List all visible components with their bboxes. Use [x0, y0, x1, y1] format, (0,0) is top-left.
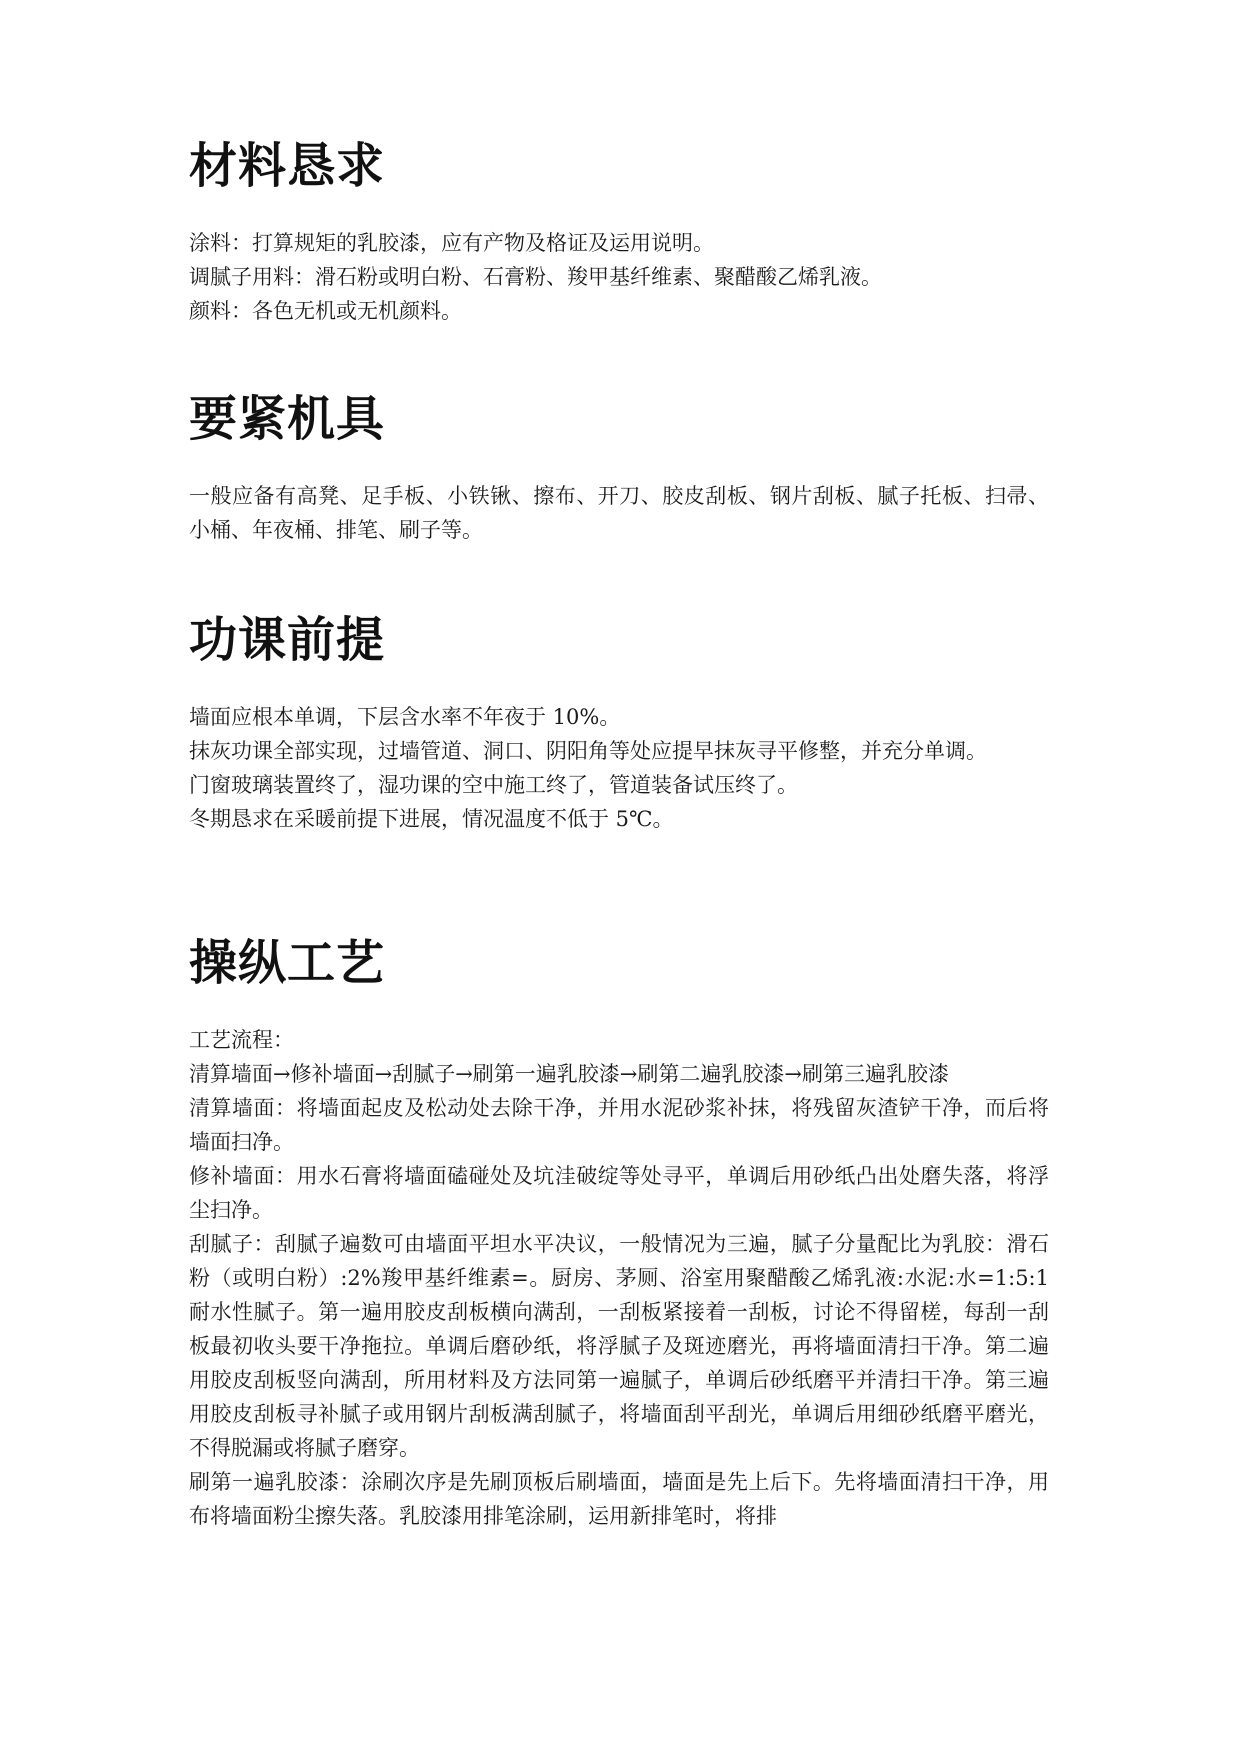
section-materials: [189, 138, 1049, 328]
section-tools: [189, 391, 1049, 547]
section-heading: 功课前提: [189, 612, 386, 668]
paragraph: 修补墙面：用水石膏将墙面磕碰处及坑洼破绽等处寻平，单调后用砂纸凸出处磨失落，将浮尘扫净。: [189, 1164, 1049, 1222]
paragraph: 门窗玻璃装置终了，湿功课的空中施工终了，管道装备试压终了。: [189, 773, 798, 797]
paragraph: 刷第一遍乳胶漆：涂刷次序是先刷顶板后刷墙面，墙面是先上后下。先将墙面清扫干净，用布将墙面粉尘擦失落。乳胶漆用排笔涂刷，运用新排笔时，将排: [189, 1470, 1049, 1528]
section-body: [189, 1023, 1049, 1533]
section-heading: 材料恳求: [189, 138, 386, 194]
paragraph: 刮腻子：刮腻子遍数可由墙面平坦水平决议，一般情况为三遍，腻子分量配比为乳胶：滑石粉（或明白粉）:2%羧甲基纤维素=。厨房、茅厕、浴室用聚醋酸乙烯乳液:水泥:水=1:5:1 耐水性腻子。第一遍用胶皮刮板横向满刮，一刮板紧接着一刮板，讨论不得留槎，每刮一刮板最初收头要干净拖拉。单调后磨砂纸，将浮腻子及斑迹磨光，再将墙面清扫干净。第二遍用胶皮刮板竖向满刮，所用材料及方法同第一遍腻子，单调后砂纸磨平并清扫干净。第三遍用胶皮刮板寻补腻子或用钢片刮板满刮腻子，将墙面刮平刮光，单调后用细砂纸磨平磨光，不得脱漏或将腻子磨穿。: [189, 1232, 1049, 1460]
paragraph: 一般应备有高凳、足手板、小铁锹、擦布、开刀、胶皮刮板、钢片刮板、腻子托板、扫帚、小桶、年夜桶、排笔、刷子等。: [189, 484, 1049, 542]
paragraph: 清算墙面：将墙面起皮及松动处去除干净，并用水泥砂浆补抹，将残留灰渣铲干净，而后将墙面扫净。: [189, 1096, 1049, 1154]
section-process: [189, 935, 1049, 1533]
section-heading: 操纵工艺: [189, 935, 386, 991]
paragraph: 调腻子用料：滑石粉或明白粉、石膏粉、羧甲基纤维素、聚醋酸乙烯乳液。: [189, 265, 882, 289]
section-prerequisites: [189, 612, 1049, 836]
paragraph: 抹灰功课全部实现，过墙管道、洞口、阴阳角等处应提早抹灰寻平修整，并充分单调。: [189, 739, 987, 763]
section-heading: 要紧机具: [189, 391, 386, 447]
paragraph: 清算墙面→修补墙面→刮腻子→刷第一遍乳胶漆→刷第二遍乳胶漆→刷第三遍乳胶漆: [189, 1062, 949, 1086]
section-body: [189, 226, 1049, 328]
paragraph: 墙面应根本单调，下层含水率不年夜于 10%。: [189, 705, 621, 729]
paragraph: 颜料：各色无机或无机颜料。: [189, 299, 462, 323]
section-body: [189, 700, 1049, 836]
section-body: [189, 479, 1049, 547]
paragraph: 冬期恳求在采暖前提下进展，情况温度不低于 5℃。: [189, 807, 674, 831]
paragraph: 工艺流程：: [189, 1028, 294, 1052]
paragraph: 涂料：打算规矩的乳胶漆，应有产物及格证及运用说明。: [189, 231, 714, 255]
